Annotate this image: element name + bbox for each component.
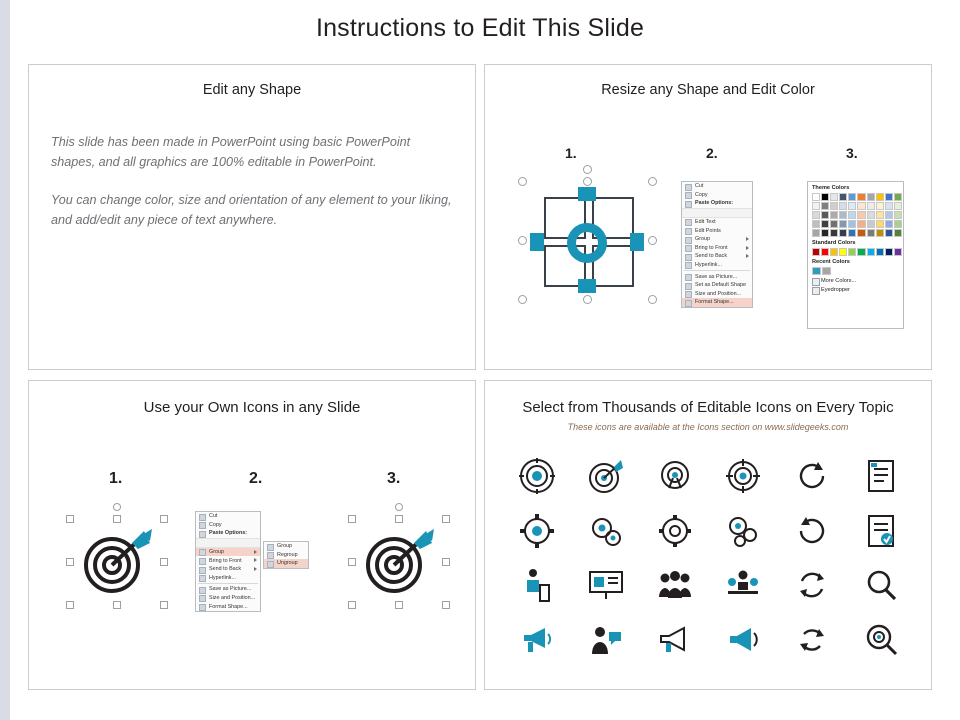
icon-magnifier-icon[interactable] bbox=[846, 558, 915, 613]
selection-handle[interactable] bbox=[648, 177, 657, 186]
swatch[interactable] bbox=[821, 211, 829, 219]
theme-colors-row-4[interactable] bbox=[812, 220, 903, 228]
swatch[interactable] bbox=[830, 248, 838, 256]
menu-label: Hyperlink... bbox=[209, 574, 236, 581]
swatch[interactable] bbox=[857, 229, 865, 237]
swatch[interactable] bbox=[885, 193, 893, 201]
dart-icon-selected-2 bbox=[354, 521, 442, 601]
swatch[interactable] bbox=[876, 193, 884, 201]
shape-handle-left bbox=[530, 233, 544, 251]
points-icon bbox=[685, 228, 692, 235]
swatch[interactable] bbox=[876, 220, 884, 228]
panel-title-resize-shape: Resize any Shape and Edit Color bbox=[601, 82, 815, 98]
resize-step-3-label: 3. bbox=[846, 145, 858, 161]
link-icon bbox=[199, 575, 206, 582]
left-accent-bar bbox=[0, 0, 10, 720]
chevron-right-icon bbox=[746, 237, 749, 241]
selection-handle[interactable] bbox=[648, 236, 657, 245]
menu-item-bring-to-front[interactable] bbox=[196, 556, 260, 565]
swatch[interactable] bbox=[857, 220, 865, 228]
swatch[interactable] bbox=[830, 229, 838, 237]
icon-target-search-icon[interactable] bbox=[846, 613, 915, 668]
panel-title-edit-shape: Edit any Shape bbox=[202, 82, 302, 98]
editable-shape-illustration bbox=[522, 183, 652, 303]
swatch[interactable] bbox=[867, 202, 875, 210]
icon-group-people-icon[interactable] bbox=[640, 558, 709, 613]
swatch[interactable] bbox=[894, 211, 902, 219]
menu-item-group[interactable] bbox=[682, 235, 752, 244]
icon-gear-teal-icon[interactable] bbox=[503, 504, 572, 559]
standard-colors-row[interactable] bbox=[812, 248, 903, 256]
menu-item-format-shape[interactable] bbox=[682, 298, 752, 307]
menu-label: Size and Position... bbox=[209, 595, 256, 602]
panel-icon-library bbox=[484, 380, 932, 690]
link-icon bbox=[685, 262, 692, 269]
swatch[interactable] bbox=[876, 229, 884, 237]
group-icon bbox=[199, 549, 206, 556]
swatch[interactable] bbox=[821, 202, 829, 210]
selection-handle[interactable] bbox=[113, 601, 121, 609]
swatch[interactable] bbox=[839, 211, 847, 219]
swatch[interactable] bbox=[876, 248, 884, 256]
menu-label: Bring to Front bbox=[695, 244, 728, 251]
selection-handle[interactable] bbox=[113, 515, 121, 523]
panel-title-own-icons: Use your Own Icons in any Slide bbox=[143, 399, 361, 416]
menu-label: Copy bbox=[695, 191, 708, 198]
swatch[interactable] bbox=[885, 220, 893, 228]
menu-item-hyperlink[interactable] bbox=[196, 574, 260, 583]
swatch[interactable] bbox=[867, 211, 875, 219]
menu-item-edit-points[interactable] bbox=[682, 226, 752, 235]
menu-label: Send to Back bbox=[209, 566, 242, 573]
default-shape-icon bbox=[685, 283, 692, 290]
group-submenu[interactable] bbox=[263, 541, 309, 569]
menu-item-save-as-picture[interactable] bbox=[196, 585, 260, 594]
swatch[interactable] bbox=[867, 248, 875, 256]
menu-item-paste-options[interactable] bbox=[196, 529, 260, 538]
menu-separator bbox=[684, 270, 750, 271]
chevron-right-icon bbox=[254, 567, 257, 571]
icon-checklist-clipboard-icon[interactable] bbox=[846, 504, 915, 559]
swatch[interactable] bbox=[812, 202, 820, 210]
recent-colors-row[interactable] bbox=[812, 267, 903, 275]
swatch[interactable] bbox=[812, 220, 820, 228]
paste-icon bbox=[685, 201, 692, 208]
menu-item-send-to-back[interactable] bbox=[682, 252, 752, 261]
swatch[interactable] bbox=[848, 220, 856, 228]
size-icon bbox=[685, 291, 692, 298]
menu-label: Edit Points bbox=[695, 227, 721, 234]
icon-sync-arrows-icon[interactable] bbox=[778, 558, 847, 613]
eyedropper-label: Eyedropper bbox=[821, 287, 850, 293]
icon-presentation-team-icon[interactable] bbox=[572, 558, 641, 613]
menu-label: Send to Back bbox=[695, 253, 728, 260]
swatch[interactable] bbox=[821, 229, 829, 237]
shape-ring bbox=[567, 223, 607, 263]
selection-handle[interactable] bbox=[348, 515, 356, 523]
icon-target-circle-icon[interactable] bbox=[503, 449, 572, 504]
menu-label: Cut bbox=[695, 183, 704, 190]
swatch[interactable] bbox=[812, 193, 820, 201]
selection-handle[interactable] bbox=[348, 558, 356, 566]
menu-item-copy[interactable] bbox=[682, 191, 752, 200]
icon-gear-outline-icon[interactable] bbox=[640, 504, 709, 559]
send-back-icon bbox=[199, 567, 206, 574]
menu-item-size-and-position[interactable] bbox=[682, 290, 752, 299]
menu-label: Paste Options: bbox=[695, 200, 734, 207]
menu-item-group[interactable] bbox=[196, 548, 260, 557]
swatch[interactable] bbox=[839, 193, 847, 201]
icon-team-meeting-icon[interactable] bbox=[709, 558, 778, 613]
swatch[interactable] bbox=[894, 248, 902, 256]
swatch[interactable] bbox=[812, 229, 820, 237]
dart-icon-selected-1 bbox=[72, 521, 160, 601]
icon-context-menu[interactable] bbox=[195, 511, 261, 612]
selection-handle[interactable] bbox=[518, 177, 527, 186]
bring-front-icon bbox=[685, 245, 692, 252]
chevron-right-icon bbox=[254, 550, 257, 554]
menu-label: Group bbox=[209, 549, 224, 556]
icon-person-speaking-icon[interactable] bbox=[572, 613, 641, 668]
menu-label: Save as Picture... bbox=[695, 273, 738, 280]
swatch[interactable] bbox=[812, 267, 821, 275]
menu-item-hyperlink[interactable] bbox=[682, 261, 752, 270]
selection-handle[interactable] bbox=[160, 601, 168, 609]
icon-person-podium-icon[interactable] bbox=[503, 558, 572, 613]
paste-options-icons bbox=[682, 208, 752, 218]
menu-label: Cut bbox=[209, 513, 218, 520]
submenu-item-regroup[interactable] bbox=[264, 551, 308, 560]
panel-edit-shape bbox=[28, 64, 476, 370]
swatch[interactable] bbox=[848, 202, 856, 210]
swatch[interactable] bbox=[812, 211, 820, 219]
swatch[interactable] bbox=[857, 248, 865, 256]
submenu-item-ungroup[interactable] bbox=[264, 559, 308, 568]
more-colors-label: More Colors... bbox=[821, 278, 857, 284]
selection-handle[interactable] bbox=[442, 515, 450, 523]
swatch[interactable] bbox=[894, 220, 902, 228]
menu-label: Group bbox=[695, 236, 710, 243]
format-icon bbox=[685, 300, 692, 307]
icon-megaphone-icon[interactable] bbox=[503, 613, 572, 668]
selection-handle[interactable] bbox=[66, 515, 74, 523]
swatch[interactable] bbox=[848, 248, 856, 256]
swatch[interactable] bbox=[839, 220, 847, 228]
standard-colors-label: Standard Colors bbox=[812, 240, 856, 246]
panel-resize-shape bbox=[484, 64, 932, 370]
swatch[interactable] bbox=[885, 211, 893, 219]
swatch[interactable] bbox=[822, 267, 831, 275]
shape-handle-right bbox=[630, 233, 644, 251]
swatch[interactable] bbox=[830, 193, 838, 201]
menu-label: Set as Default Shape bbox=[695, 282, 746, 289]
panel-own-icons bbox=[28, 380, 476, 690]
selection-handle[interactable] bbox=[66, 558, 74, 566]
menu-item-paste-options[interactable] bbox=[682, 199, 752, 208]
swatch[interactable] bbox=[876, 211, 884, 219]
menu-label: Group bbox=[277, 543, 292, 550]
icon-gear-cluster-icon[interactable] bbox=[709, 504, 778, 559]
selection-handle[interactable] bbox=[648, 295, 657, 304]
target-dart-icon bbox=[354, 521, 442, 601]
shape-handle-top bbox=[578, 187, 596, 201]
selection-handle[interactable] bbox=[442, 558, 450, 566]
scissors-icon bbox=[199, 514, 206, 521]
group-icon bbox=[685, 237, 692, 244]
edit-shape-paragraph-1: This slide has been made in PowerPoint using basic PowerPoint shapes, and all graphics are 100% editable in PowerPoint. bbox=[51, 135, 411, 169]
menu-item-copy[interactable] bbox=[196, 521, 260, 530]
more-colors-button[interactable] bbox=[812, 278, 903, 284]
swatch[interactable] bbox=[867, 229, 875, 237]
icon-bullhorn-icon[interactable] bbox=[640, 613, 709, 668]
swatch[interactable] bbox=[821, 193, 829, 201]
menu-label: Edit Text bbox=[695, 219, 716, 226]
theme-colors-row-5[interactable] bbox=[812, 229, 903, 237]
panel-title-icon-library: Select from Thousands of Editable Icons on Every Topic bbox=[522, 399, 894, 416]
selection-handle[interactable] bbox=[518, 295, 527, 304]
eyedropper-button[interactable] bbox=[812, 287, 903, 293]
swatch[interactable] bbox=[857, 211, 865, 219]
menu-item-cut[interactable] bbox=[682, 182, 752, 191]
menu-item-save-as-picture[interactable] bbox=[682, 272, 752, 281]
swatch[interactable] bbox=[885, 229, 893, 237]
icon-library-grid bbox=[503, 449, 915, 667]
icon-library-subtitle: These icons are available at the Icons section on www.slidegeeks.com bbox=[567, 422, 849, 432]
resize-step-2-label: 2. bbox=[706, 145, 718, 161]
selection-handle[interactable] bbox=[395, 515, 403, 523]
swatch[interactable] bbox=[848, 193, 856, 201]
swatch[interactable] bbox=[857, 202, 865, 210]
menu-separator bbox=[198, 583, 258, 584]
icons-step-3-label: 3. bbox=[387, 470, 401, 487]
icon-target-dart-icon[interactable] bbox=[572, 449, 641, 504]
edit-shape-body bbox=[51, 132, 453, 230]
swatch[interactable] bbox=[848, 211, 856, 219]
copy-icon bbox=[685, 192, 692, 199]
swatch[interactable] bbox=[867, 220, 875, 228]
resize-step-1-label: 1. bbox=[565, 145, 577, 161]
menu-item-edit-text[interactable] bbox=[682, 218, 752, 227]
recent-colors-label: Recent Colors bbox=[812, 259, 850, 265]
bring-front-icon bbox=[199, 558, 206, 565]
paste-options-icons bbox=[196, 538, 260, 548]
swatch[interactable] bbox=[876, 202, 884, 210]
swatch[interactable] bbox=[830, 211, 838, 219]
palette-icon bbox=[812, 278, 820, 286]
selection-handle[interactable] bbox=[395, 601, 403, 609]
swatch[interactable] bbox=[894, 202, 902, 210]
menu-label: Copy bbox=[209, 521, 222, 528]
theme-colors-row-1[interactable] bbox=[812, 193, 903, 201]
paste-icon bbox=[199, 531, 206, 538]
menu-item-cut[interactable] bbox=[196, 512, 260, 521]
icons-step-2-label: 2. bbox=[249, 470, 263, 487]
swatch[interactable] bbox=[821, 248, 829, 256]
swatch[interactable] bbox=[894, 193, 902, 201]
copy-icon bbox=[199, 522, 206, 529]
menu-item-bring-to-front[interactable] bbox=[682, 244, 752, 253]
swatch[interactable] bbox=[812, 248, 820, 256]
menu-item-send-to-back[interactable] bbox=[196, 565, 260, 574]
rotate-handle[interactable] bbox=[113, 503, 121, 511]
icon-document-list-icon[interactable] bbox=[846, 449, 915, 504]
picture-icon bbox=[199, 587, 206, 594]
selection-handle[interactable] bbox=[348, 601, 356, 609]
edit-shape-paragraph-2: You can change color, size and orientation of any element to your liking, and add/edit any piece of text anywhere. bbox=[51, 193, 452, 227]
group-icon bbox=[267, 544, 274, 551]
menu-label: Size and Position... bbox=[695, 290, 742, 297]
menu-item-set-default-shape[interactable] bbox=[682, 281, 752, 290]
swatch[interactable] bbox=[839, 248, 847, 256]
theme-colors-row-3[interactable] bbox=[812, 211, 903, 219]
swatch[interactable] bbox=[867, 193, 875, 201]
selection-handle[interactable] bbox=[518, 236, 527, 245]
menu-label: Paste Options: bbox=[209, 530, 248, 537]
swatch[interactable] bbox=[848, 229, 856, 237]
shape-handle-bottom bbox=[578, 279, 596, 293]
regroup-icon bbox=[267, 552, 274, 559]
color-picker-panel[interactable] bbox=[807, 181, 904, 329]
icon-recycle-arrows-icon[interactable] bbox=[778, 613, 847, 668]
swatch[interactable] bbox=[857, 193, 865, 201]
menu-label: Format Shape... bbox=[209, 603, 248, 610]
swatch[interactable] bbox=[885, 202, 893, 210]
selection-handle[interactable] bbox=[66, 601, 74, 609]
icon-reload-circle-icon[interactable] bbox=[778, 504, 847, 559]
icon-refresh-clockwise-icon[interactable] bbox=[778, 449, 847, 504]
swatch[interactable] bbox=[839, 202, 847, 210]
selection-handle[interactable] bbox=[160, 515, 168, 523]
target-dart-icon bbox=[72, 521, 160, 601]
chevron-right-icon bbox=[746, 246, 749, 250]
menu-label: Hyperlink... bbox=[695, 262, 722, 269]
eyedropper-icon bbox=[812, 287, 820, 295]
menu-item-format-shape[interactable] bbox=[196, 602, 260, 611]
menu-label: Format Shape... bbox=[695, 299, 734, 306]
theme-colors-row-2[interactable] bbox=[812, 202, 903, 210]
selection-handle[interactable] bbox=[160, 558, 168, 566]
format-icon bbox=[199, 604, 206, 611]
shape-context-menu[interactable] bbox=[681, 181, 753, 308]
send-back-icon bbox=[685, 254, 692, 261]
chevron-right-icon bbox=[746, 254, 749, 258]
menu-label: Bring to Front bbox=[209, 557, 242, 564]
swatch[interactable] bbox=[830, 202, 838, 210]
selection-handle[interactable] bbox=[583, 177, 592, 186]
selection-handle[interactable] bbox=[442, 601, 450, 609]
swatch[interactable] bbox=[821, 220, 829, 228]
text-icon bbox=[685, 219, 692, 226]
icon-target-arrows-icon[interactable] bbox=[640, 449, 709, 504]
theme-colors-label: Theme Colors bbox=[812, 185, 850, 191]
menu-label: Regroup bbox=[277, 551, 298, 558]
rotate-handle[interactable] bbox=[583, 165, 592, 174]
menu-label: Ungroup bbox=[277, 560, 298, 567]
ungroup-icon bbox=[267, 561, 274, 568]
icon-announcement-icon[interactable] bbox=[709, 613, 778, 668]
picture-icon bbox=[685, 274, 692, 281]
chevron-right-icon bbox=[254, 558, 257, 562]
scissors-icon bbox=[685, 184, 692, 191]
selection-handle[interactable] bbox=[583, 295, 592, 304]
menu-label: Save as Picture... bbox=[209, 586, 252, 593]
icon-crosshair-icon[interactable] bbox=[709, 449, 778, 504]
swatch[interactable] bbox=[839, 229, 847, 237]
menu-item-size-and-position[interactable] bbox=[196, 594, 260, 603]
submenu-item-group[interactable] bbox=[264, 542, 308, 551]
icon-gear-double-icon[interactable] bbox=[572, 504, 641, 559]
page-title: Instructions to Edit This Slide bbox=[315, 14, 645, 42]
swatch[interactable] bbox=[830, 220, 838, 228]
size-icon bbox=[199, 595, 206, 602]
swatch[interactable] bbox=[885, 248, 893, 256]
rotate-handle[interactable] bbox=[395, 503, 403, 511]
swatch[interactable] bbox=[894, 229, 902, 237]
icons-step-1-label: 1. bbox=[109, 470, 123, 487]
